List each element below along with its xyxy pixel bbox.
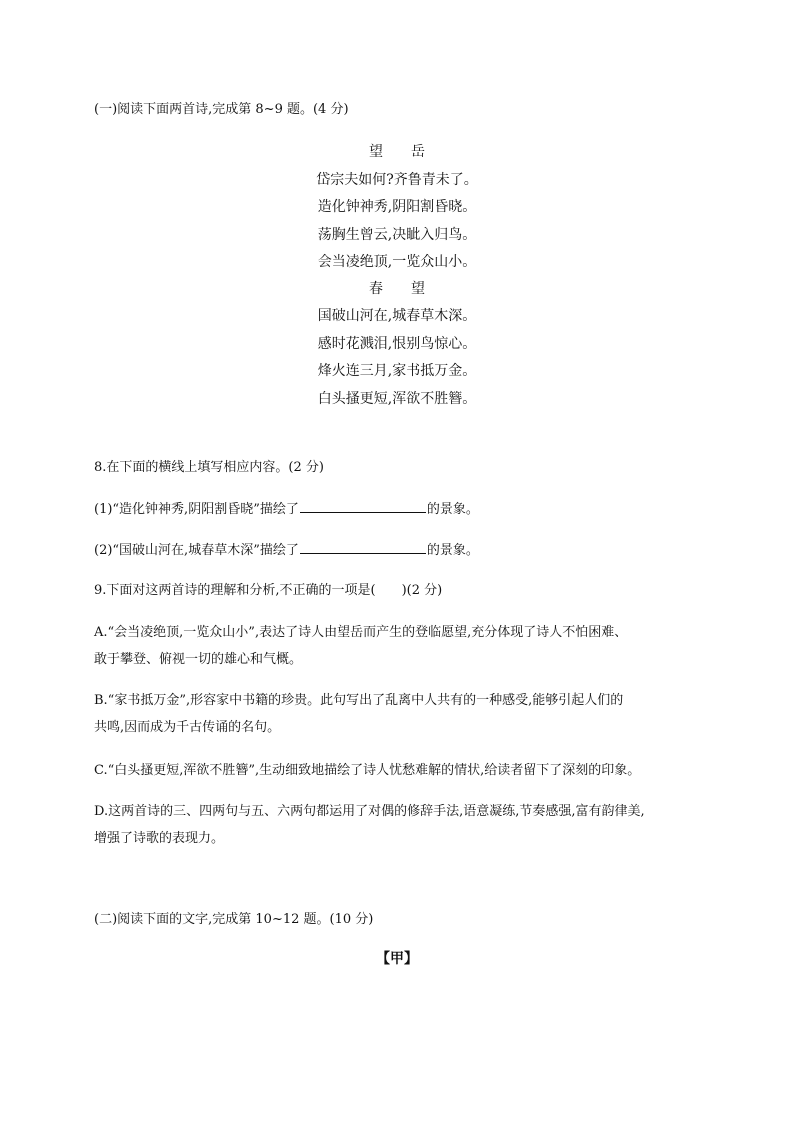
question-8-sub-2 <box>94 541 479 560</box>
passage-marker-jia: 【甲】 <box>376 951 418 967</box>
poem2-title-char-1: 春 <box>369 281 383 297</box>
option-d-line-2: 增强了诗歌的表现力。 <box>94 831 225 846</box>
answer-blank-1[interactable] <box>300 500 426 513</box>
poem1-line-4: 会当凌绝顶,一览众山小。 <box>317 254 477 270</box>
option-b-line-2: 共鸣,因而成为千古传诵的名句。 <box>94 720 281 735</box>
question-8-sub-2-prefix: (2)“国破山河在,城春草木深”描绘了 <box>94 543 299 558</box>
option-a-line-2: 敢于攀登、俯视一切的雄心和气概。 <box>94 652 303 667</box>
poem1-title-char-2: 岳 <box>411 144 425 160</box>
poem1-line-1: 岱宗夫如何?齐鲁青未了。 <box>316 172 478 188</box>
question-8-sub-1-suffix: 的景象。 <box>426 502 479 517</box>
poem1-title <box>0 143 794 161</box>
poem2-line-1: 国破山河在,城春草木深。 <box>317 308 477 324</box>
option-d-line-1: D.这两首诗的三、四两句与五、六两句都运用了对偶的修辞手法,语意凝练,节奏感强,富有韵律美, <box>94 804 645 819</box>
question-9-points: )(2 分) <box>401 583 443 598</box>
poem2-line-2: 感时花溅泪,恨别鸟惊心。 <box>317 336 477 352</box>
poem2-title <box>0 280 794 298</box>
poem1-title-char-1: 望 <box>369 144 383 160</box>
poem1-line-3: 荡胸生曾云,决眦入归鸟。 <box>317 227 477 243</box>
poem1-line-2: 造化钟神秀,阴阳割昏晓。 <box>317 199 477 215</box>
question-8-sub-2-suffix: 的景象。 <box>426 543 479 558</box>
option-b-line-1: B.“家书抵万金”,形容家中书籍的珍贵。此句写出了乱离中人共有的一种感受,能够引起人们的 <box>94 693 624 708</box>
section1-heading: (一)阅读下面两首诗,完成第 8~9 题。(4 分) <box>94 102 349 117</box>
section2-heading: (二)阅读下面的文字,完成第 10~12 题。(10 分) <box>94 912 374 927</box>
poem2-line-4: 白头搔更短,浑欲不胜簪。 <box>317 391 477 407</box>
answer-blank-2[interactable] <box>300 541 426 554</box>
option-a-line-1: A.“会当凌绝顶,一览众山小”,表达了诗人由望岳而产生的登临愿望,充分体现了诗人不怕困难、 <box>94 625 628 640</box>
question-9-stem <box>94 582 442 600</box>
question-8-sub-1-prefix: (1)“造化钟神秀,阴阳割昏晓”描绘了 <box>94 502 299 517</box>
question-9-stem-text: 9.下面对这两首诗的理解和分析,不正确的一项是( <box>94 583 376 598</box>
option-c-line-1: C.“白头搔更短,浑欲不胜簪”,生动细致地描绘了诗人忧愁难解的情状,给读者留下了深刻的印象。 <box>94 763 641 778</box>
poem2-line-3: 烽火连三月,家书抵万金。 <box>317 363 477 379</box>
question-8-stem: 8.在下面的横线上填写相应内容。(2 分) <box>94 460 324 475</box>
poem2-title-char-2: 望 <box>411 281 425 297</box>
question-8-sub-1 <box>94 500 479 519</box>
